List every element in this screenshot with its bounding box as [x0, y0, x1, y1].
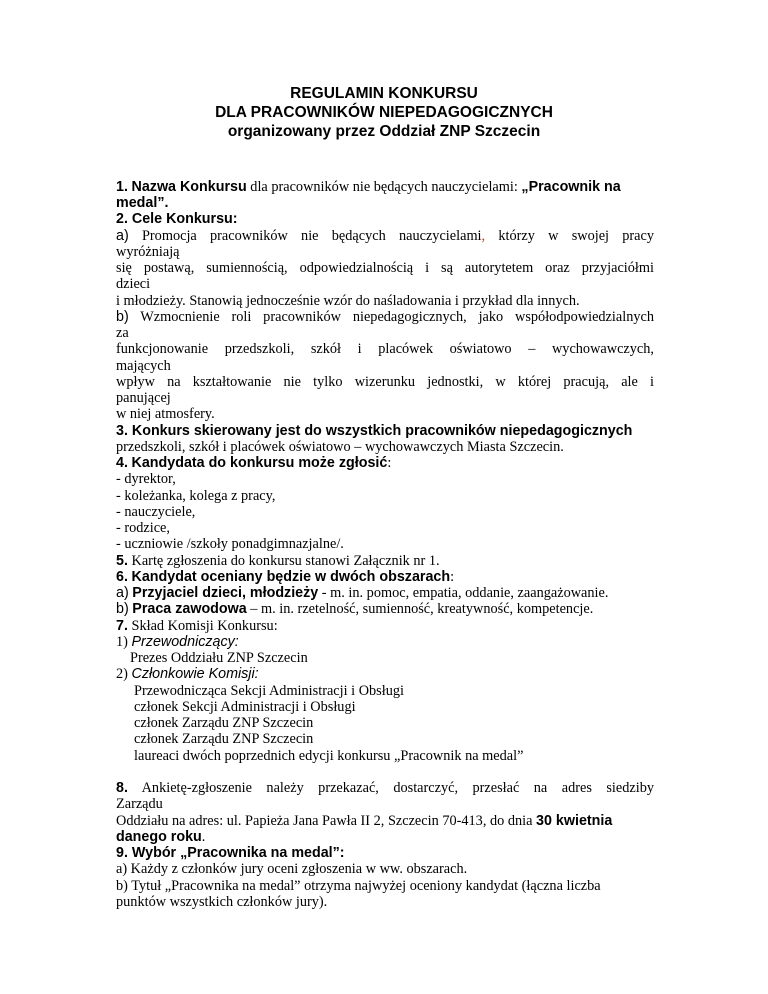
goal-b-label: b)	[116, 309, 129, 325]
doc-subtitle: organizowany przez Oddział ZNP Szczecin	[227, 123, 541, 140]
criterion-a-title: Przyjaciel dzieci, młodzieży	[132, 585, 319, 601]
goal-a-comma: ,	[481, 228, 486, 244]
goal-a-text: Promocja pracowników nie będących nauczycielami	[141, 228, 482, 244]
goal-a-line1	[116, 228, 654, 244]
section-6-number: 6.	[116, 569, 128, 585]
chair-title: Przewodniczący:	[131, 634, 239, 650]
nominator-item: - dyrektor,	[116, 471, 176, 487]
members-label: 2)	[116, 666, 128, 682]
goal-b-line3: funkcjonowanie przedszkoli, szkół i placówek oświatowo – wychowawczych,	[116, 341, 654, 357]
selection-b-line2: punktów wszystkich członków jury).	[116, 894, 328, 910]
criterion-b-label: b)	[116, 601, 129, 617]
selection-a: a) Każdy z członków jury oceni zgłoszenia w ww. obszarach.	[116, 861, 468, 877]
goal-b-line6: panującej	[116, 390, 171, 406]
nominator-item: - uczniowie /szkoły ponadgimnazjalne/.	[116, 536, 344, 552]
contest-name-part2: medal”.	[116, 195, 169, 211]
section-1-number: 1.	[116, 179, 128, 195]
chair-label: 1)	[116, 634, 128, 650]
section-8-line3	[116, 813, 612, 829]
deadline-date: 30 kwietnia	[536, 813, 613, 829]
goal-a-text-end: którzy w swojej pracy	[498, 228, 655, 244]
contest-name-part1: „Pracownik na	[521, 179, 621, 195]
section-1-line	[116, 179, 621, 195]
section-5-line	[116, 553, 440, 569]
deadline-period: .	[201, 829, 206, 845]
nominator-item: - rodzice,	[116, 520, 170, 536]
criterion-a	[116, 585, 608, 601]
nominator-item: - nauczyciele,	[116, 504, 196, 520]
section-8-line2: Zarządu	[116, 796, 163, 812]
section-4-number: 4.	[116, 455, 128, 471]
members-title: Członkowie Komisji:	[131, 666, 259, 682]
goal-a-label: a)	[116, 228, 129, 244]
section-3-text: przedszkoli, szkół i placówek oświatowo – wychowawczych Miasta Szczecin.	[116, 439, 564, 455]
section-6-title: Kandydat oceniany będzie w dwóch obszarach	[131, 569, 451, 585]
goal-a-line5: i młodzieży. Stanowią jednocześnie wzór do naśladowania i przykład dla innych.	[116, 293, 580, 309]
committee-member: laureaci dwóch poprzednich edycji konkursu „Pracownik na medal”	[134, 748, 524, 764]
committee-member: Przewodnicząca Sekcji Administracji i Obsługi	[134, 683, 404, 699]
section-7-number: 7.	[116, 618, 128, 634]
goal-a-line2: wyróżniają	[116, 244, 180, 260]
section-8-line1	[116, 780, 654, 796]
doc-title-line2: DLA PRACOWNIKÓW NIEPEDAGOGICZNYCH	[215, 104, 553, 121]
section-6-line	[116, 569, 454, 585]
goal-b-text: Wzmocnienie roli pracowników niepedagogicznych, jako współodpowiedzialnych	[140, 309, 654, 325]
section-4-title: Kandydata do konkursu może zgłosić	[131, 455, 388, 471]
selection-b-line1: b) Tytuł „Pracownika na medal” otrzyma najwyżej oceniony kandydat (łączna liczba	[116, 878, 601, 894]
chair-heading	[116, 634, 239, 650]
goal-b-line4: mających	[116, 358, 171, 374]
goal-a-line3: się postawą, sumiennością, odpowiedzialnością i są autorytetem oraz przyjaciółmi	[116, 260, 654, 276]
goal-b-line7: w niej atmosfery.	[116, 406, 215, 422]
deadline-year: danego roku	[116, 829, 202, 845]
section-7-line	[116, 618, 278, 634]
section-7-title: Skład Komisji Konkursu:	[131, 618, 278, 634]
section-8-text: Ankietę-zgłoszenie należy przekazać, dostarczyć, przesłać na adres siedziby	[141, 780, 654, 796]
criterion-a-text: - m. in. pomoc, empatia, oddanie, zaangażowanie.	[318, 585, 609, 601]
section-2-title: 2. Cele Konkursu:	[116, 211, 238, 227]
committee-member: członek Zarządu ZNP Szczecin	[134, 731, 314, 747]
goal-b-line1	[116, 309, 654, 325]
chair-member: Prezes Oddziału ZNP Szczecin	[130, 650, 308, 666]
criterion-b-title: Praca zawodowa	[132, 601, 247, 617]
section-4-colon: :	[387, 455, 392, 471]
section-3-title: 3. Konkurs skierowany jest do wszystkich pracowników niepedagogicznych	[116, 423, 633, 439]
section-1-text: dla pracowników nie będących nauczycielami:	[246, 179, 522, 195]
section-8-address: Oddziału na adres: ul. Papieża Jana Pawła II 2, Szczecin 70-413, do dnia	[116, 813, 537, 829]
section-5-number: 5.	[116, 553, 128, 569]
section-4-line	[116, 455, 391, 471]
committee-member: członek Sekcji Administracji i Obsługi	[134, 699, 356, 715]
section-1-title: Nazwa Konkursu	[131, 179, 247, 195]
section-9-title: 9. Wybór „Pracownika na medal”:	[116, 845, 345, 861]
goal-b-line5: wpływ na kształtowanie nie tylko wizerunku jednostki, w której pracują, ale i	[116, 374, 654, 390]
nominator-item: - koleżanka, kolega z pracy,	[116, 488, 276, 504]
section-6-colon: :	[450, 569, 455, 585]
criterion-b	[116, 601, 593, 617]
section-5-text: Kartę zgłoszenia do konkursu stanowi Załącznik nr 1.	[131, 553, 440, 569]
criterion-b-text: – m. in. rzetelność, sumienność, kreatywność, kompetencje.	[246, 601, 594, 617]
section-8-line4	[116, 829, 205, 845]
section-8-number: 8.	[116, 780, 128, 796]
goal-a-line4: dzieci	[116, 276, 151, 292]
members-heading	[116, 666, 259, 682]
criterion-a-label: a)	[116, 585, 129, 601]
committee-member: członek Zarządu ZNP Szczecin	[134, 715, 314, 731]
doc-title-line1: REGULAMIN KONKURSU	[290, 85, 478, 102]
goal-b-line2: za	[116, 325, 129, 341]
